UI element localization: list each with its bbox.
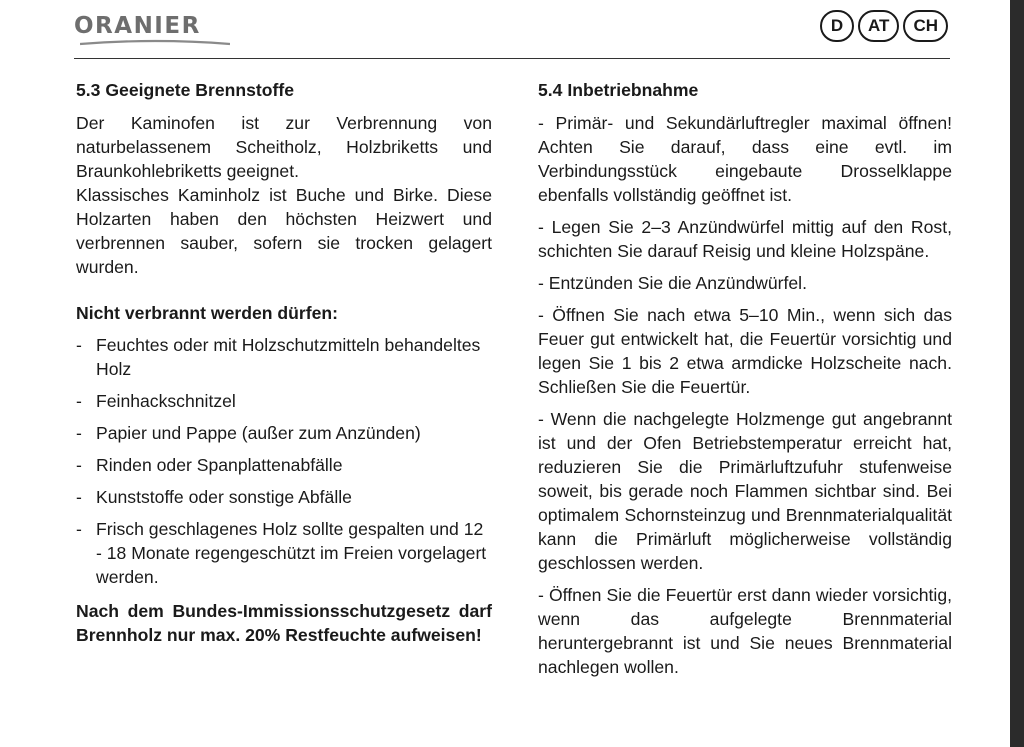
- step-paragraph: - Öffnen Sie nach etwa 5–10 Min., wenn sich das Feuer gut entwickelt hat, die Feuertür vorsichtig und legen Sie 1 bis 2 etwa armdicke Holzscheite nach. Schließen Sie die Feuertür.: [538, 305, 952, 397]
- country-badge-at: AT: [858, 10, 899, 42]
- step-paragraph: - Öffnen Sie die Feuertür erst dann wieder vorsichtig, wenn das aufgelegte Brennmaterial heruntergebrannt ist und Sie neues Brennmaterial nachlegen wollen.: [538, 585, 952, 677]
- country-badge-d: D: [820, 10, 854, 42]
- list-item: - Frisch geschlagenes Holz sollte gespalten und 12 - 18 Monate regengeschützt im Freien vorgelagert werden.: [76, 517, 492, 589]
- section-fuels: [76, 78, 492, 647]
- intro-paragraph-2: Klassisches Kaminholz ist Buche und Birke. Diese Holzarten haben den höchsten Heizwert und verbrennen sauber, sofern sie trocken gelagert wurden.: [76, 185, 492, 277]
- brand-name: ORANIER: [74, 13, 201, 39]
- country-badges: [820, 10, 948, 42]
- step-paragraph: - Entzünden Sie die Anzündwürfel.: [538, 273, 807, 293]
- step-paragraph: - Legen Sie 2–3 Anzündwürfel mittig auf den Rost, schichten Sie darauf Reisig und kleine Holzspäne.: [538, 217, 952, 261]
- step-paragraph: - Wenn die nachgelegte Holzmenge gut angebrannt ist und der Ofen Betriebstemperatur erreicht hat, reduzieren Sie die Primärluftzufuhr stufenweise soweit, bis gerade noch Flammen sichtbar sind. Bei optimalem Schornsteinzug und Brennmaterialqualität kann die Primärluft möglicherweise vollständig geschlossen werden.: [538, 409, 952, 573]
- moisture-warning: Nach dem Bundes-Immissionsschutzgesetz darf Brennholz nur max. 20% Restfeuchte aufweisen!: [76, 601, 492, 645]
- brand-logo: [74, 10, 244, 44]
- list-item: - Papier und Pappe (außer zum Anzünden): [76, 421, 492, 445]
- forbidden-heading: Nicht verbrannt werden dürfen:: [76, 303, 338, 323]
- intro-paragraph: Der Kaminofen ist zur Verbrennung von naturbelassenem Scheitholz, Holzbriketts und Braunkohlebriketts geeignet.: [76, 113, 492, 181]
- list-item: - Feuchtes oder mit Holzschutzmitteln behandeltes Holz: [76, 333, 492, 381]
- list-item: - Feinhackschnitzel: [76, 389, 492, 413]
- list-item: - Kunststoffe oder sonstige Abfälle: [76, 485, 492, 509]
- step-paragraph: - Primär- und Sekundärluftregler maximal öffnen! Achten Sie darauf, dass eine evtl. im Verbindungsstück eingebaute Drosselklappe ebenfalls vollständig geöffnet ist.: [538, 113, 952, 205]
- list-item: - Rinden oder Spanplattenabfälle: [76, 453, 492, 477]
- header-divider: [74, 58, 950, 59]
- section-heading: 5.3 Geeignete Brennstoffe: [76, 80, 295, 100]
- brand-swoosh-icon: [80, 38, 230, 48]
- forbidden-list: [76, 333, 492, 589]
- country-badge-ch: CH: [903, 10, 948, 42]
- section-heading: 5.4 Inbetriebnahme: [538, 80, 699, 100]
- section-startup: [538, 78, 952, 687]
